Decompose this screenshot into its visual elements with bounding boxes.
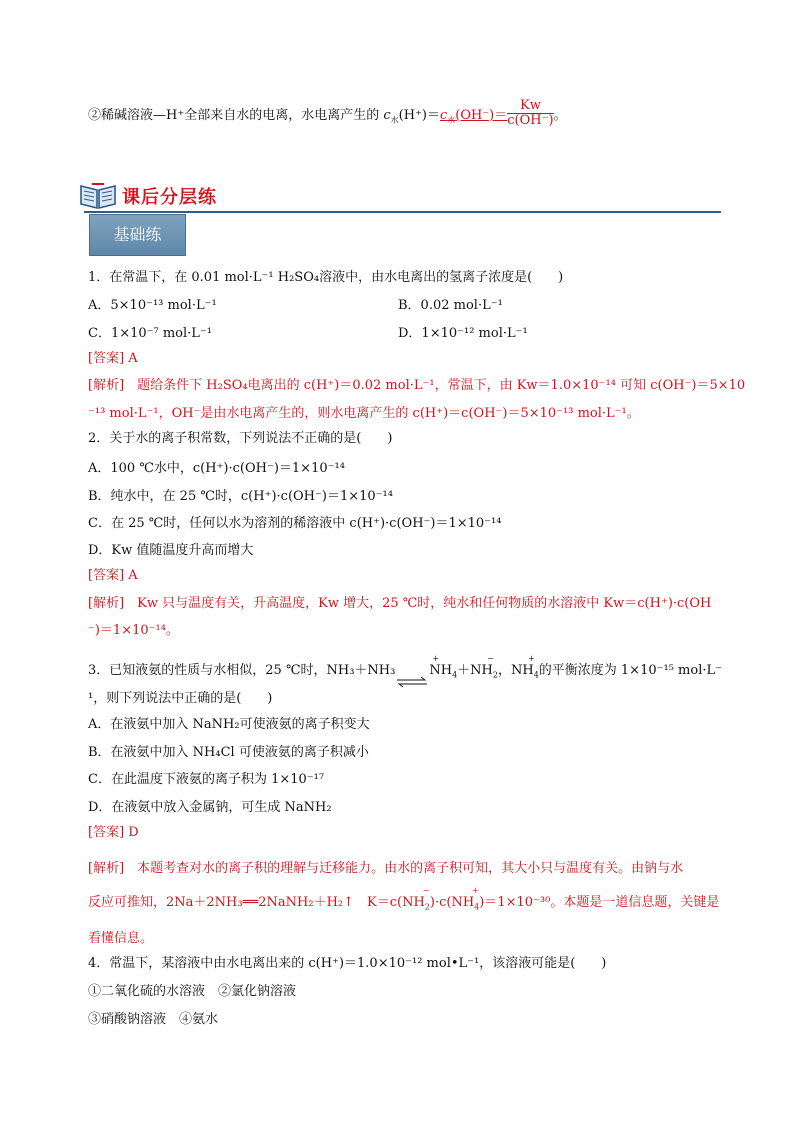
q2-option-c: C．在 25 ℃时，任何以水为溶剂的稀溶液中 c(H⁺)·c(OH⁻)＝1×10⁻¹⁴ (88, 516, 502, 531)
q2-option-a: A．100 ℃水中，c(H⁺)·c(OH⁻)＝1×10⁻¹⁴ (88, 461, 345, 476)
q2-analysis-line1: [解析] Kw 只与温度有关，升高温度，Kw 增大，25 ℃时，纯水和任何物质的水溶液中 Kw＝c(H⁺)·c(OH (88, 596, 712, 611)
tab-basic-practice[interactable]: 基础练 (89, 214, 186, 256)
sub-water: 水 (390, 115, 399, 125)
nh4-ion-2: ，NH + $_4$ (497, 654, 539, 680)
q3-option-a: A．在液氨中加入 NaNH₂可使液氨的离子积变大 (88, 717, 370, 732)
q3-analysis-line2: 反应可推知，2Na＋2NH₃══2NaNH₂＋H₂↑ K＝c(NH − $_2$)·c(NH + $_4$)＝1×10⁻³⁰。本题是一道信息题，关键是 (88, 886, 720, 912)
top-note-expr: (H⁺)＝ (398, 108, 440, 123)
c-symbol: c (383, 108, 391, 123)
q1-stem: 1．在常温下，在 0.01 mol·L⁻¹ H₂SO₄溶液中，由水电离出的氢离子浓度是( ) (88, 270, 564, 285)
q1-analysis-line2: ⁻¹³ mol·L⁻¹，OH⁻是由水电离产生的，则水电离产生的 c(H⁺)＝c(OH⁻)＝5×10⁻¹³ mol·L⁻¹。 (88, 406, 640, 421)
q3-option-c: C．在此温度下液氨的离子积为 1×10⁻¹⁷ (88, 772, 325, 787)
q4-stem: 4．常温下，某溶液中由水电离出来的 c(H⁺)＝1.0×10⁻¹² mol•L⁻¹，该溶液可能是( ) (88, 956, 607, 971)
q2-analysis-line2: ⁻)＝1×10⁻¹⁴。 (88, 623, 179, 638)
q3-analysis-line1: [解析] 本题考查对水的离子积的理解与迁移能力。由水的离子积可知，其大小只与温度有关。由钠与水 (88, 861, 684, 876)
q1-analysis-line1: [解析] 题给条件下 H₂SO₄电离出的 c(H⁺)＝0.02 mol·L⁻¹，常温下，由 Kw＝1.0×10⁻¹⁴ 可知 c(OH⁻)＝5×10 (88, 378, 746, 393)
section-title: 课后分层练 (122, 187, 217, 208)
q1-option-d: D．1×10⁻¹² mol·L⁻¹ (398, 326, 528, 341)
nh4-ion: + $NH_4$ (429, 654, 458, 680)
q3-stem-line1: 3．已知液氨的性质与水相似，25 ℃时，NH₃＋NH₃ + $NH_4+NH$ − $_2$，NH + $_4$的平衡浓度为 1×10⁻¹⁵ mol·L⁻ (88, 662, 722, 680)
top-note (88, 98, 567, 130)
q2-answer: [答案] A (88, 568, 138, 583)
kw-fraction: $\frac{Kw}{c(OH^-)}$ (507, 98, 554, 128)
book-icon (78, 180, 118, 210)
q3-stem-line2: ¹，则下列说法中正确的是( ) (88, 691, 273, 706)
q1-option-a: A．5×10⁻¹³ mol·L⁻¹ (88, 298, 217, 313)
q3-option-b: B．在液氨中加入 NH₄Cl 可使液氨的离子积减小 (88, 745, 369, 760)
top-note-prefix: ②稀碱溶液—H⁺全部来自水的电离，水电离产生的 (88, 108, 380, 123)
q4-options-line2: ③硝酸钠溶液 ④氨水 (88, 1012, 219, 1027)
q3-option-d: D．在液氨中放入金属钠，可生成 NaNH₂ (88, 800, 332, 815)
q1-option-b: B．0.02 mol·L⁻¹ (398, 298, 503, 313)
q2-option-d: D．Kw 值随温度升高而增大 (88, 543, 254, 558)
q1-answer: [答案] A (88, 351, 138, 366)
q4-options-line1: ①二氧化硫的水溶液 ②氯化钠溶液 (88, 984, 297, 999)
q2-stem: 2．关于水的离子积常数，下列说法不正确的是( ) (88, 431, 393, 446)
section-rule (84, 211, 721, 213)
red-blank: $c_水(OH^-)=$ $\frac{Kw}{c(OH^-)}$ (439, 98, 554, 128)
q2-option-b: B．纯水中，在 25 ℃时，c(H⁺)·c(OH⁻)＝1×10⁻¹⁴ (88, 489, 393, 504)
q3-analysis-line3: 看懂信息。 (88, 931, 154, 946)
q1-option-c: C．1×10⁻⁷ mol·L⁻¹ (88, 326, 213, 341)
nh2-ion: ＋NH − $_2$ (457, 654, 498, 680)
q3-answer: [答案] D (88, 825, 139, 840)
top-note-suffix: 。 (553, 108, 567, 123)
